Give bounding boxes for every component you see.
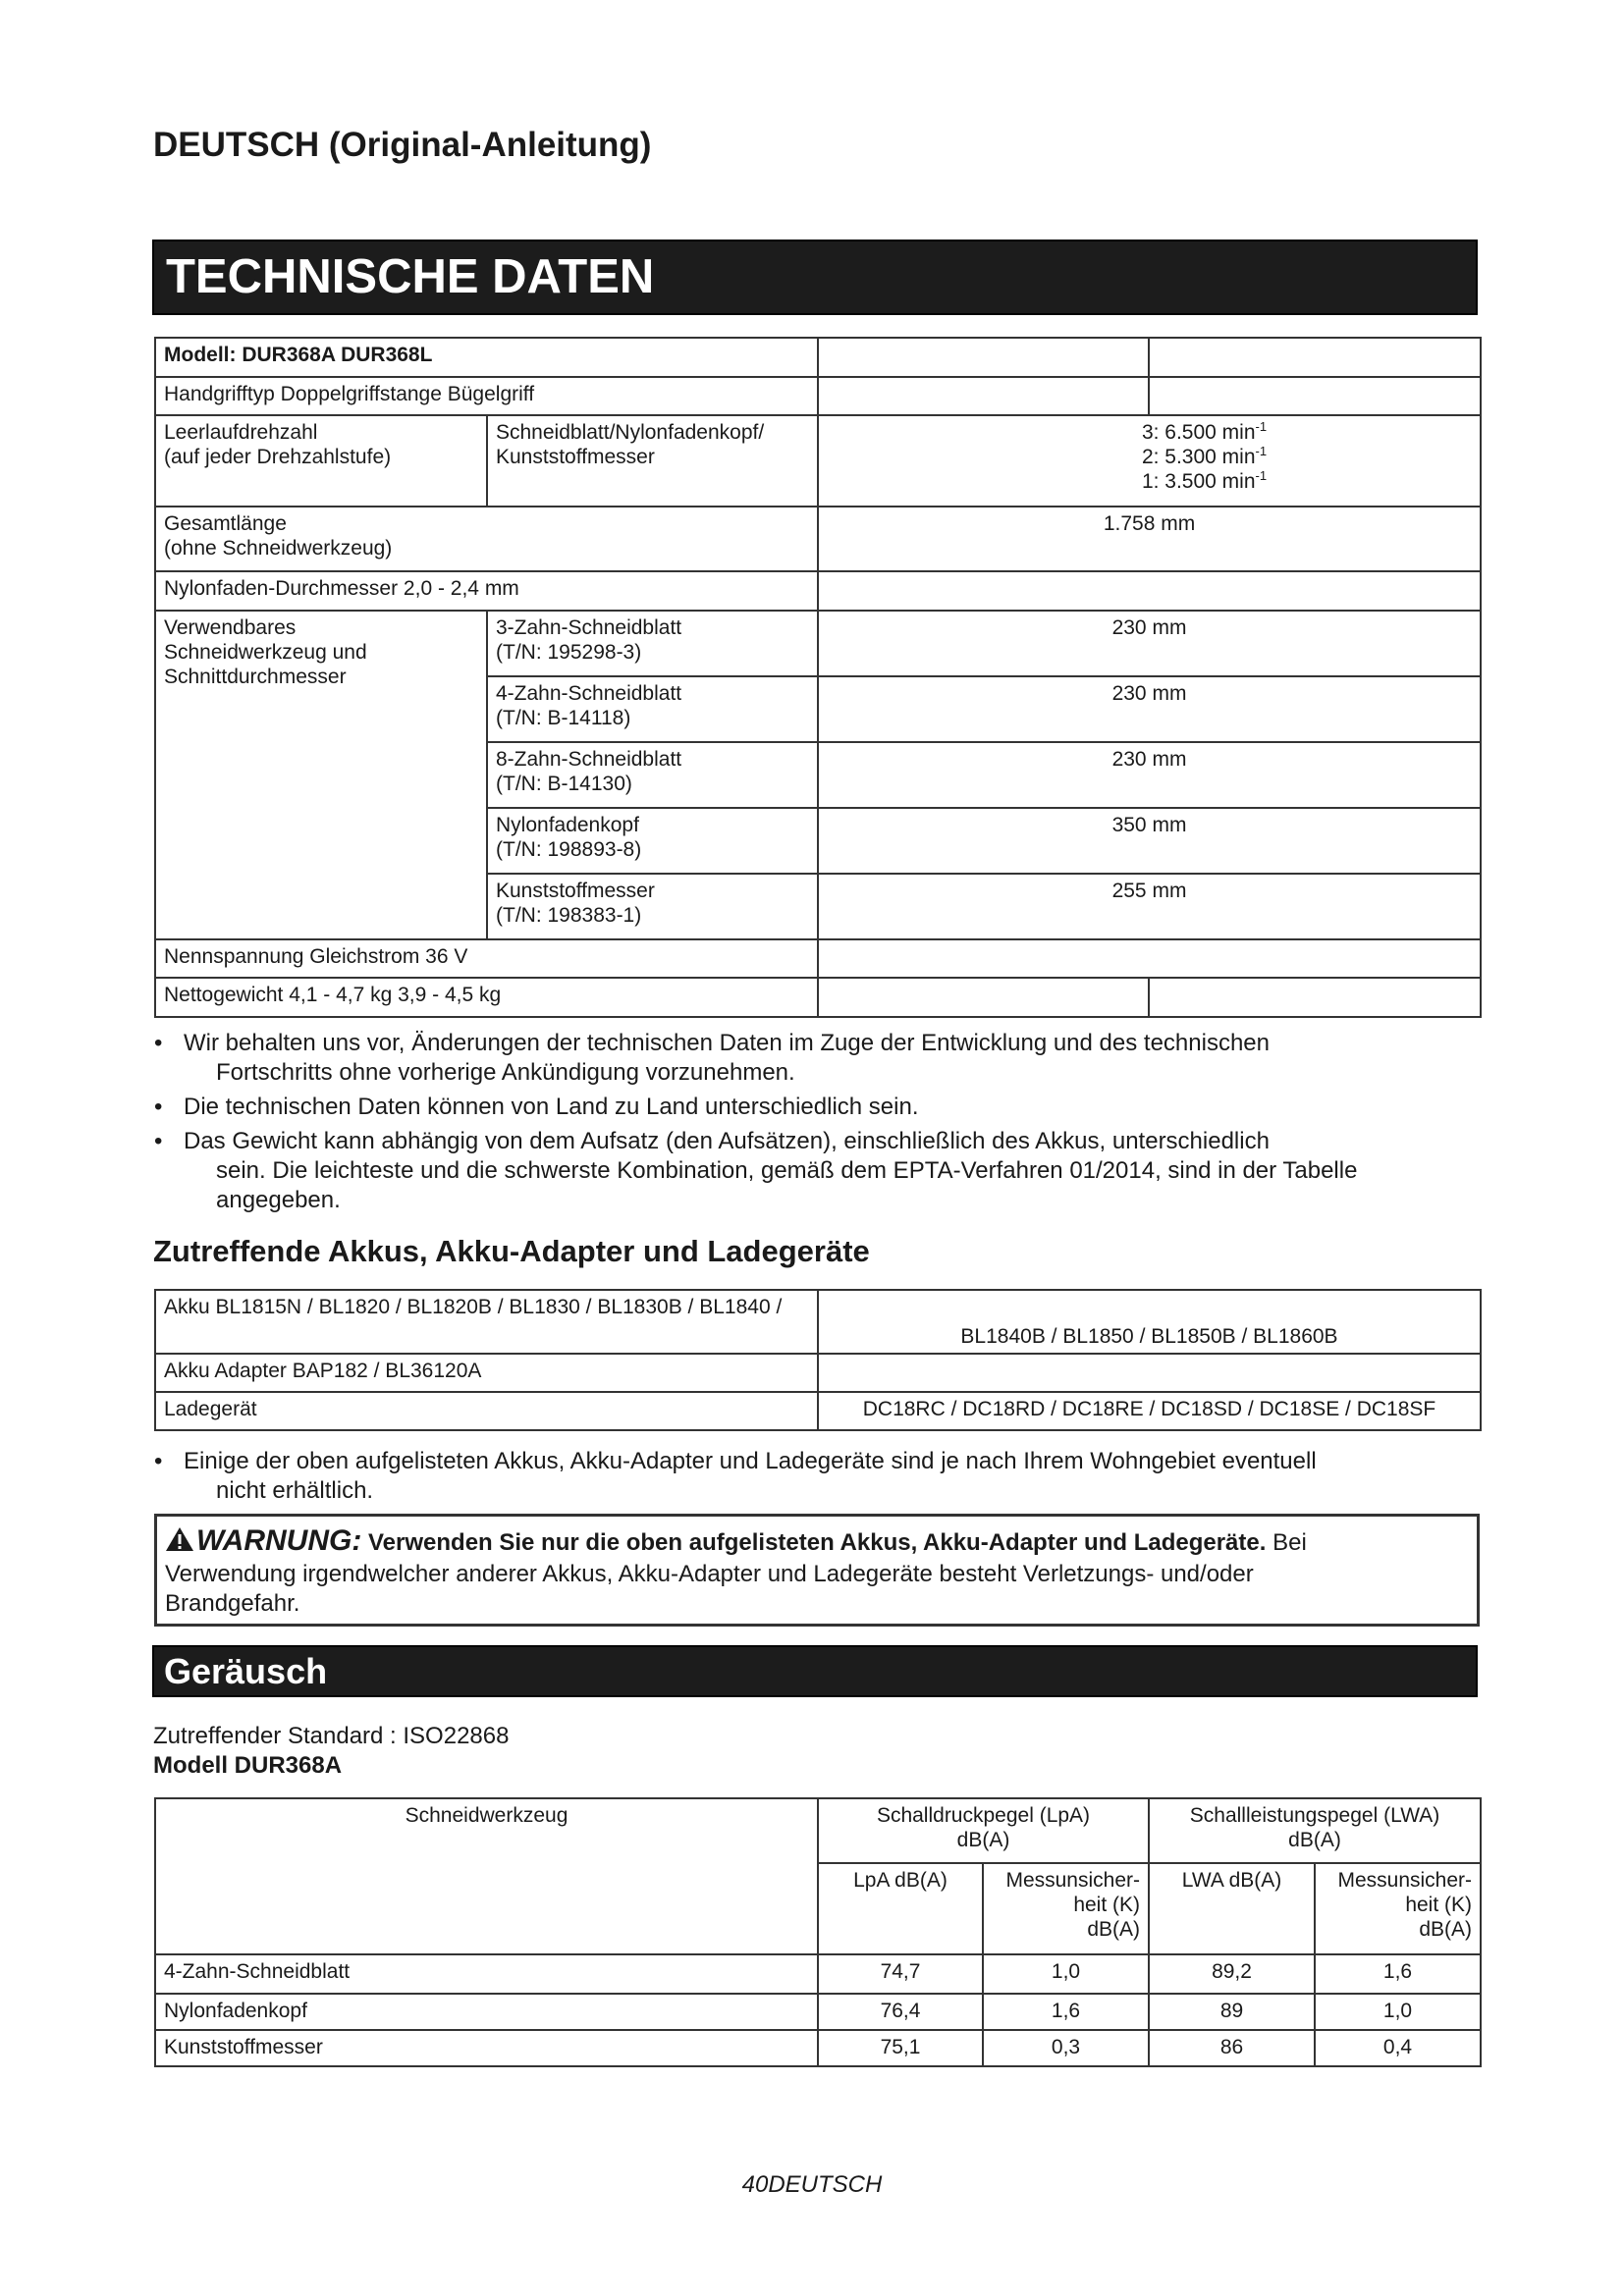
warning-text: Bei xyxy=(1272,1529,1307,1556)
table-row xyxy=(155,377,1481,415)
noise-model: Modell DUR368A xyxy=(153,1752,343,1779)
note-text: nicht erhältlich. xyxy=(216,1477,374,1504)
note-text: sein. Die leichteste und die schwerste Kombination, gemäß dem EPTA-Verfahren 01/2014, sind in der Tabelle xyxy=(216,1157,1358,1184)
header-text: Messunsicher- xyxy=(1005,1869,1140,1892)
noise-lwa: 89,2 xyxy=(1149,1954,1315,1994)
weight-cell: Nettogewicht 4,1 - 4,7 kg 3,9 - 4,5 kg xyxy=(155,978,818,1017)
tool-name xyxy=(487,874,818,939)
note-item xyxy=(154,1029,1480,1088)
rpm-line: 3: 6.500 $\min^{-1}$ xyxy=(1141,419,1268,444)
model-cell: Modell: DUR368A DUR368L xyxy=(155,338,818,377)
header-text: dB(A) xyxy=(1087,1918,1140,1941)
table-row xyxy=(155,1954,1481,1994)
tools-label-line: Schnittdurchmesser xyxy=(164,666,347,688)
tool-tn-line: (T/N: 195298-3) xyxy=(496,641,642,664)
header-text: Messunsicher- xyxy=(1337,1869,1473,1892)
note-text: angegeben. xyxy=(216,1187,341,1213)
header-text: dB(A) xyxy=(1419,1918,1473,1941)
warning-line-1 xyxy=(165,1526,1469,1560)
empty-cell xyxy=(1149,338,1481,377)
table-row xyxy=(155,611,1481,676)
note-text: Wir behalten uns vor, Änderungen der technischen Daten im Zuge der Entwicklung und des technischen xyxy=(184,1030,1270,1056)
table-row xyxy=(155,978,1481,1017)
tool-name xyxy=(487,676,818,742)
header-lwa xyxy=(1149,1798,1481,1863)
warning-text: Brandgefahr. xyxy=(165,1590,300,1617)
table-row xyxy=(155,507,1481,571)
header-text: heit (K) xyxy=(1405,1894,1473,1916)
total-length-value: 1.758 mm xyxy=(818,507,1481,571)
noise-tool: Nylonfadenkopf xyxy=(155,1994,818,2030)
voltage-cell: Nennspannung Gleichstrom 36 V xyxy=(155,939,818,978)
table-row xyxy=(155,1354,1481,1392)
tool-tn-line: (T/N: 198383-1) xyxy=(496,904,642,927)
empty-cell xyxy=(818,1354,1481,1392)
tool-tn-line: (T/N: 198893-8) xyxy=(496,838,642,861)
noise-lpa: 76,4 xyxy=(818,1994,983,2030)
tools-label xyxy=(155,611,487,939)
header-text: Schallleistungspegel (LWA) xyxy=(1189,1804,1440,1827)
empty-cell xyxy=(1149,377,1481,415)
noise-standard: Zutreffender Standard : ISO22868 xyxy=(153,1723,510,1749)
table-row xyxy=(155,1798,1481,1863)
tool-name-line: 3-Zahn-Schneidblatt xyxy=(496,616,682,639)
table-row xyxy=(155,571,1481,611)
noise-table xyxy=(154,1797,1482,2067)
rpm-exponent: -1 xyxy=(1255,468,1268,483)
battery-label: Akku BL1815N / BL1820 / BL1820B / BL1830 / BL1830B / BL1840 / xyxy=(155,1290,818,1354)
rpm-exponent: -1 xyxy=(1255,444,1268,458)
charger-label: Ladegerät xyxy=(155,1392,818,1430)
tools-label-line: Schneidwerkzeug und xyxy=(164,641,367,664)
nylon-diameter-cell: Nylonfaden-Durchmesser 2,0 - 2,4 mm xyxy=(155,571,818,611)
header-tool: Schneidwerkzeug xyxy=(155,1798,818,1954)
noise-k2: 0,4 xyxy=(1315,2030,1481,2066)
tool-name-line: Kunststoffmesser xyxy=(496,880,655,902)
table-row xyxy=(155,1392,1481,1430)
tool-diameter: 230 mm xyxy=(818,676,1481,742)
noise-k1: 0,3 xyxy=(983,2030,1149,2066)
tool-name-line: Nylonfadenkopf xyxy=(496,814,639,836)
adapter-label: Akku Adapter BAP182 / BL36120A xyxy=(155,1354,818,1392)
empty-cell xyxy=(1149,978,1481,1017)
noload-label-line: (auf jeder Drehzahlstufe) xyxy=(164,446,392,468)
batteries-heading: Zutreffende Akkus, Akku-Adapter und Ladegeräte xyxy=(153,1234,870,1268)
tool-diameter: 230 mm xyxy=(818,611,1481,676)
noload-tool-line: Schneidblatt/Nylonfadenkopf/ xyxy=(496,421,765,444)
noise-k2: 1,6 xyxy=(1315,1954,1481,1994)
language-title: DEUTSCH (Original-Anleitung) xyxy=(153,126,652,164)
noise-lpa: 75,1 xyxy=(818,2030,983,2066)
tool-tn-line: (T/N: B-14118) xyxy=(496,707,631,729)
table-row xyxy=(155,1994,1481,2030)
noise-tool: 4-Zahn-Schneidblatt xyxy=(155,1954,818,1994)
noise-tool: Kunststoffmesser xyxy=(155,2030,818,2066)
empty-cell xyxy=(818,338,1149,377)
noise-lpa: 74,7 xyxy=(818,1954,983,1994)
note-text: Fortschritts ohne vorherige Ankündigung vorzunehmen. xyxy=(216,1059,795,1086)
noise-lwa: 89 xyxy=(1149,1994,1315,2030)
table-row xyxy=(155,415,1481,507)
empty-cell xyxy=(818,978,1149,1017)
noise-k1: 1,6 xyxy=(983,1994,1149,2030)
battery-value: BL1840B / BL1850 / BL1850B / BL1860B xyxy=(818,1290,1481,1354)
handle-type-cell: Handgrifftyp Doppelgriffstange Bügelgriff xyxy=(155,377,818,415)
warning-box xyxy=(154,1514,1480,1627)
subheader-lpa: LpA dB(A) xyxy=(818,1863,983,1954)
warning-bold-text: Verwenden Sie nur die oben aufgelisteten Akkus, Akku-Adapter und Ladegeräte. xyxy=(367,1529,1267,1556)
tool-name-line: 4-Zahn-Schneidblatt xyxy=(496,682,682,705)
tool-tn-line: (T/N: B-14130) xyxy=(496,773,632,795)
tool-diameter: 230 mm xyxy=(818,742,1481,808)
header-text: Schalldruckpegel (LpA) xyxy=(876,1804,1091,1827)
empty-cell xyxy=(818,571,1481,611)
note-text: Das Gewicht kann abhängig von dem Aufsatz (den Aufsätzen), einschließlich des Akkus, unterschiedlich xyxy=(184,1128,1270,1154)
length-label-line: (ohne Schneidwerkzeug) xyxy=(164,537,393,560)
noload-tool-label xyxy=(487,415,818,507)
header-text: heit (K) xyxy=(1073,1894,1140,1916)
batteries-table xyxy=(154,1289,1482,1431)
length-label-line: Gesamtlänge xyxy=(164,512,287,535)
noload-label-line: Leerlaufdrehzahl xyxy=(164,421,318,444)
rpm-line: 2: 5.300 $\min^{-1}$ xyxy=(1141,444,1268,468)
warning-triangle-icon xyxy=(165,1526,194,1560)
noise-lwa: 86 xyxy=(1149,2030,1315,2066)
tool-diameter: 350 mm xyxy=(818,808,1481,874)
empty-cell xyxy=(818,939,1481,978)
subheader-k1 xyxy=(983,1863,1149,1954)
table-row xyxy=(155,2030,1481,2066)
charger-value: DC18RC / DC18RD / DC18RE / DC18SD / DC18SE / DC18SF xyxy=(818,1392,1481,1430)
header-lpa xyxy=(818,1798,1149,1863)
table-row xyxy=(155,338,1481,377)
tool-name-line: 8-Zahn-Schneidblatt xyxy=(496,748,682,771)
warning-text: Verwendung irgendwelcher anderer Akkus, Akku-Adapter und Ladegeräte besteht Verletzungs- und/oder xyxy=(165,1561,1254,1587)
tool-diameter: 255 mm xyxy=(818,874,1481,939)
note-text: Einige der oben aufgelisteten Akkus, Akku-Adapter und Ladegeräte sind je nach Ihrem Wohngebiet eventuell xyxy=(184,1448,1317,1474)
empty-cell xyxy=(818,377,1149,415)
header-text: dB(A) xyxy=(1288,1829,1341,1851)
note-text: Die technischen Daten können von Land zu Land unterschiedlich sein. xyxy=(184,1094,919,1120)
page-footer: 40DEUTSCH xyxy=(741,2171,883,2198)
tool-name xyxy=(487,808,818,874)
tool-name xyxy=(487,611,818,676)
warning-label: WARNUNG: xyxy=(196,1524,362,1557)
note-item xyxy=(154,1093,1480,1122)
note-item xyxy=(154,1127,1480,1215)
section-title-technical-data: TECHNISCHE DATEN xyxy=(152,240,1478,315)
noise-k1: 1,0 xyxy=(983,1954,1149,1994)
battery-notes xyxy=(154,1447,1480,1511)
total-length-label xyxy=(155,507,818,571)
rpm-exponent: -1 xyxy=(1255,419,1268,434)
noload-speed-label xyxy=(155,415,487,507)
note-item xyxy=(154,1447,1480,1506)
tools-label-line: Verwendbares xyxy=(164,616,297,639)
table-row xyxy=(155,939,1481,978)
rpm-line: 1: 3.500 $\min^{-1}$ xyxy=(1141,468,1268,493)
spec-notes xyxy=(154,1029,1480,1220)
noise-k2: 1,0 xyxy=(1315,1994,1481,2030)
spec-table xyxy=(154,337,1482,1018)
noload-speed-values xyxy=(818,415,1481,507)
noload-tool-line: Kunststoffmesser xyxy=(496,446,655,468)
section-title-noise: Geräusch xyxy=(152,1645,1478,1697)
table-row xyxy=(155,1290,1481,1354)
tool-name xyxy=(487,742,818,808)
subheader-k2 xyxy=(1315,1863,1481,1954)
subheader-lwa: LWA dB(A) xyxy=(1149,1863,1315,1954)
header-text: dB(A) xyxy=(956,1829,1010,1851)
